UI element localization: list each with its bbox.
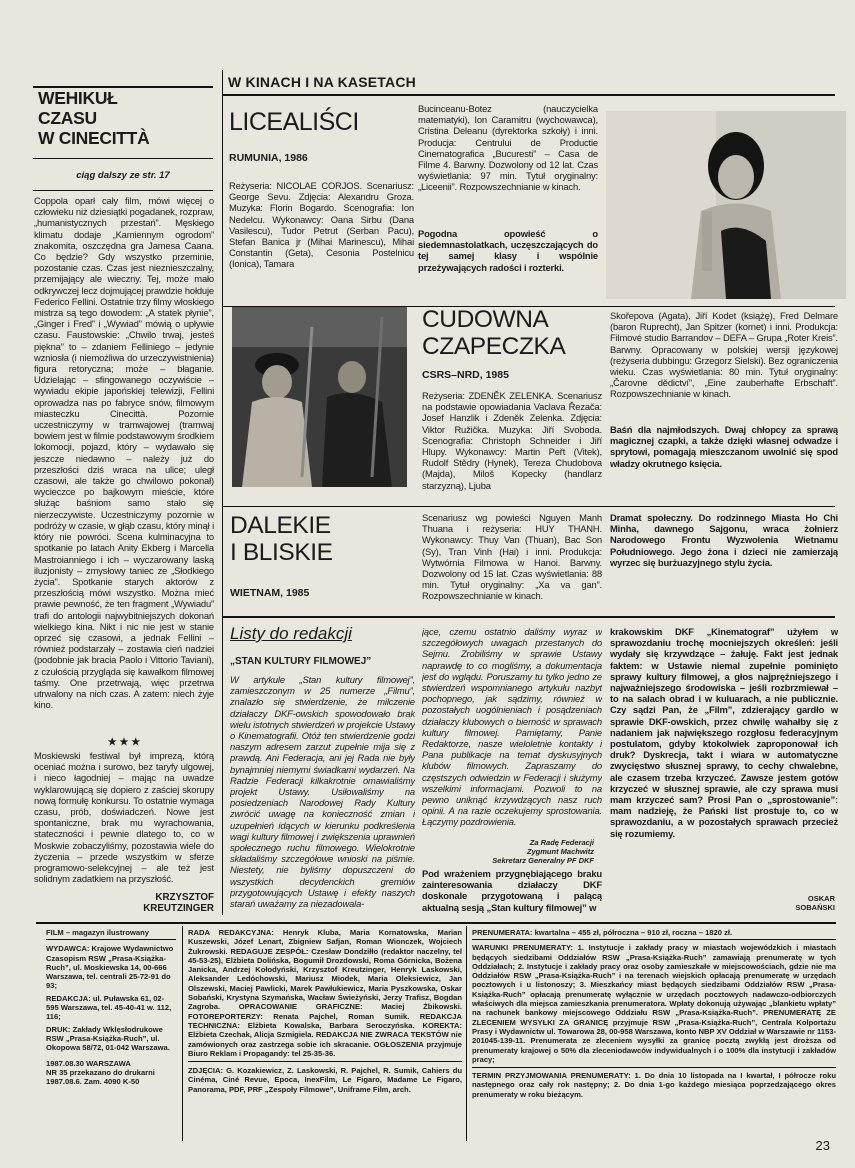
photo-cudowna-czapeczka — [232, 307, 407, 487]
review-body-dalekie: Scenariusz wg powieści Nguyen Manh Thuana i reżyseria: HUY THANH. Wykonawcy: Thuy Van (Thuan), Bac Son (Sy), Tran Vinh (Hai) i inni. Produkcja: Wytwórnia Filmowa w Hanoi. Barwny. Dozwolony od 15 lat. Czas wyświetlania: 88 min. Tytuł oryginalny: „Xa va gan”. Rozpowszechnianie w kinach. — [422, 512, 602, 602]
letter-title: „STAN KULTURY FILMOWEJ” — [230, 656, 372, 667]
review-body-cudowna-cont: Skořepova (Agata), Jiří Kodet (książę), Fred Delmare (baron Ruprecht), Jan Spitzer (kornet) i inni. Produkcja: Filmové studio Barrandov – DEFA – Grupa „Roter Kreis”. Barwny. Opracowany w polskiej wersji językowej (reżyseria dubbingu: Grzegorz Sielski). Bez ograniczenia wieku. Czas wyświetlania: 80 min. Tytuł oryginalny: „Čarovne dědictví”, „Eine zauberhafte Erbschaft”. Rozpowszechnianie w kinach. — [610, 310, 838, 400]
article-body-2: Moskiewski festiwal był imprezą, którą oceniać można i surowo, bez taryfy ulgowej, i nieco łagodniej – mając na uwadze wyklarowującą się dopiero z zaściej skorupy nową formułę konkursu. To ostatnie wymaga czasu, prób, doświadczeń. Nowe jest spontaniczne, brak mu wyrachowania, stateczności i pewnie dlatego to, co w Moskwie zobaczyliśmy, pozostawia wiele do życzenia – przede wszystkim w sferze programowo-selekcyjnej – ale też jest solidnym zadatkiem na przyszłość. — [34, 750, 214, 885]
reply-body: krakowskim DKF „Kinematograf” użyłem w sprawozdaniu trochę mocniejszych określeń: jeśli wydały się krzywdzące – żałuję. Fakt jest jednak faktem: w Ustawie niemal zupełnie pominięto sprawy kultury filmowej, a głos najprężniejszego i najważniejszego środowiska – jeśli rozbrzmiewał – to na salach obrad i w kuluarach, a nie publicznie. Czy sądzi Pan, że „Film”, zdzierający gardło w sprawie DKF-owskich, przez chwilę wahałby się z nadaniem jak największego rozgłosu federacyjnym postulatom, gdyby ktokolwiek zaproponował ich druk? Dyskrecja, takt i wiara w automatyczne zwycięstwo słusznej sprawy, to cechy chwalebne, ale czasem trzeba krzyczeć. Zawsze jestem gotów krzyczeć w słusznej sprawie, ale czy sprawa musi mam krzyczeć sam? Prosi Pan o „sprostowanie”: mam nadzieję, że Pański list prostuje to, co w sprawozdaniu, a w pozostałych sprawach przecież się rozumiemy. — [610, 626, 838, 839]
review-country-licealisci: RUMUNIA, 1986 — [229, 152, 308, 164]
letter-body-cont: jące, czemu ostatnio daliśmy wyraz w szczegółowych uwagach przestanych do Sejmu. Zrobiliśmy w sprawie Ustawy naprawdę to co mogliśmy, a dokumentacja jest do wglądu. Poruszamy tu tylko jedno ze stwierdzeń wspomnianego artykułu nazbyt pochopnego, jak sądzimy, również w pozostałych uogólnieniach i posądzeniach działaczy klubowych o bierność w sprawach kultury filmowej. Pamiętamy, Panie Redaktorze, nasze wieloletnie kontakty i Pana publikacje na temat dyskusyjnych klubów filmowych. Zapraszamy do częstszych odwiedzin w Federacji i służymy wszelkimi informacjami. Pozwoli to na pewno uniknąć krzywdzących nasz ruch opinii. A na razie oczekujemy sprostowania. Łączymy pozdrowienia. — [422, 626, 602, 828]
review-title-dalekie: DALEKIE I BLISKIE — [230, 512, 333, 566]
page-number: 23 — [815, 1138, 830, 1153]
letters-header: Listy do redakcji — [230, 624, 352, 643]
photo-licealisci — [606, 111, 846, 299]
article-title: WEHIKUŁ CZASU W CINECITTÀ — [38, 88, 150, 148]
review-lead-dalekie: Dramat społeczny. Do rodzinnego Miasta Ho Chi Minha, dawnego Sajgonu, wraca żołnierz Narodowego Frontu Wyzwolenia Wietnamu Południowego. Jego żona i dzieci nie zamierzają wyrzec się burżuazyjnego stylu życia. — [610, 512, 838, 568]
review-lead-licealisci: Pogodna opowieść o siedemnastolatkach, uczęszczających do tej samej klasy i wspólnie przeżywających radości i rozterki. — [418, 228, 598, 273]
letter-body: W artykule „Stan kultury filmowej”, zamieszczonym w 25 numerze „Filmu”, znalazło się stwierdzenie, że milczenie działaczy DKF-owskich spowodowało brak wielu istotnych stwierdzeń w projekcie Ustawy o Kinematografii. Otóż ten stwierdzenie godzi naszym adresem zarzut zupełnie mija się z prawdą. Ani Federacja, ani jej Rada nie były bynajmniej niemymi świadkami wydarzeń. Na Radzie Federacji kilkakrotnie omawialiśmy projekt Ustawy. Usiłowaliśmy na posiedzeniach Narodowej Rady Kultury zwrócić uwagę na konieczność zmian i uzupełnień idących w kierunku podkreślenia wagi kultury filmowej i zwiększenia uprawnień społecznego ruchu filmowego. Wielokrotnie składaliśmy szczegółowe wnioski na piśmie. Niestety, nie byliśmy dopuszczeni do wszystkich decydenckich gremiów przygotowujących Ustawę i efekty naszych starań uważamy za niezadowala- — [230, 674, 415, 910]
review-country-cudowna: CSRS–NRD, 1985 — [422, 369, 509, 381]
masthead: FILM – magazyn ilustrowany WYDAWCA: Krajowe Wydawnictwo Czasopism RSW „Prasa-Książka-Ruch”, ul. Moskiewska 14, 00-666 Warszawa, tel. centrali 25-72-91 do 93; REDAKCJA: ul. Puławska 61, 02-595 Warszawa, tel. 45-40-41 w. 112, 116; DRUK: Zakłady Wklęsłodrukowe RSW „Prasa-Książka-Ruch”, ul. Okopowa 58/72, 01-042 Warszawa. 1987.08.30 WARSZAWA NR 35 przekazano do drukarni 1987.08.6. Zam. 4090 K-50 — [46, 928, 176, 1086]
review-country-dalekie: WIETNAM, 1985 — [230, 587, 310, 599]
review-body-cudowna: Reżyseria: ZDENĚK ZELENKA. Scenariusz na podstawie opowiadania Vaclava Řezača: Josef Hanzlik i Zdeněk Zelenka. Zdjęcia: Viktor Ružička. Muzyka: Jiří Svoboda. Scenografia: Christoph Schneider i Jiří Hlupy. Wykonawcy: Martin Peřt (Vitek), Rudolf Stědry (Hynek), Tereza Chudobova (Majda), Miloš Kopecky (handlarz starzyzną), Ljuba — [422, 390, 602, 491]
section-stars: ★ ★ ★ — [107, 737, 141, 748]
reply-author: OSKAR SOBAŃSKI — [795, 894, 835, 912]
subscription-info: PRENUMERATA: kwartalna – 455 zł, półroczna – 910 zł, roczna – 1820 zł. WARUNKI PRENUMERATY: 1. Instytucje i zakłady pracy w miastach wojewódzkich i miastach będących siedzibami Oddziałów RSW „Prasa-Książka-Ruch” zamawiają prenumeratę w tych Oddziałach; 2. Instytucje i zakłady pracy oraz osoby zamieszkałe w miejscowościach, gdzie nie ma Oddziałów RSW „Prasa-Książka-Ruch” i na terenach wiejskich opłacają prenumeratę w urzędach pocztowych i u listonoszy; 3. Mieszkańcy miast będących siedzibami Oddziałów RSW „Prasa-Książka-Ruch” opłacają prenumeratę wyłącznie w urzędach pocztowych nadawczo-odbiorczych właściwych dla miejsca zamieszkania prenumeratora. Wpłaty dokonują używając „blankietu wpłaty” na rachunek bankowy miejscowego Oddziału RSW „Prasa-Książka-Ruch”. PRENUMERATĘ ZE ZLECENIEM WYSYŁKI ZA GRANICĘ przyjmuje RSW „Prasa-Książka-Ruch”, Centrala Kolportażu Prasy i Wydawnictw ul. Towarowa 28, 00-958 Warszawa, konto NBP XV Oddział w Warszawie nr 1153-201045-139-11. Prenumerata ze zleceniem wysyłki za granicę pocztą zwykłą jest droższa od prenumeraty krajowej o 50% dla zleceniodawców indywidualnych i o 100% dla instytucji i zakładów pracy; TERMIN PRZYJMOWANIA PRENUMERATY: 1. Do dnia 10 listopada na I kwartał, I półrocze roku następnego oraz cały rok następny; 2. Do dnia 1-go każdego miesiąca poprzedzającego okres prenumeraty w roku bieżącym. — [472, 928, 836, 1099]
continued-note: ciąg dalszy ze str. 17 — [76, 170, 170, 181]
review-title-licealisci: LICEALIŚCI — [229, 108, 359, 136]
article-author: KRZYSZTOF KREUTZINGER — [143, 892, 214, 914]
review-body-licealisci-cont: Bucinceanu-Botez (nauczycielka matematyki), Ion Caramitru (wychowawca), Cristina Deleanu (dyrektorka szkoły) i inni. Producja: Centrului de Productie Cinematografica „Bucuresti” – Casa de Filme 4. Barwny. Dozwolony od 12 lat. Czas wyświetlania: 97 min. Tytuł oryginalny: „Liceenii”. Rozpowszechnianie w kinach. — [418, 103, 598, 193]
editorial-board: RADA REDAKCYJNA: Henryk Kluba, Maria Kornatowska, Marian Kuszewski, Józef Lenart, Zbigniew Safjan, Roman Wionczek, Wojciech Żukrowski. REDAGUJE ZESPÓŁ: Czesław Dondziłło (redaktor naczelny, tel 45-53-25), Elżbieta Dolińska, Bogumił Drozdowski, Roma Górnicka, Bożena Janicka, Andrzej Kołodyński, Krzysztof Kreutzinger, Henryk Laskowski, Aleksander Ledóchowski, Mariusz Miodek, Maria Oleksiewicz, Jan Olszewski, Maciej Pawlicki, Marek Pawłukiewicz, Maria Pyszkowska, Oskar Sobański, Krystyna Szymańska, Wacław Świeżyński, Jerzy Trafisz, Bogdan Zagroba. OPRACOWANIE GRAFICZNE: Maciej Żbikowski. FOTOREPORTERZY: Renata Pajchel, Roman Sumik. REDAKCJA TECHNICZNA: Elżbieta Kowalska, Barbara Seroczyńska. KOREKTA: Elżbieta Czechak, Alicja Szmigiela. REDAKCJA NIE ZWRACA TEKSTÓW nie zamówionych oraz zastrzega sobie ich skracanie. OGŁOSZENIA przyjmuje Biuro Reklam i Propagandy: tel 25-35-36. ZDJĘCIA: G. Kozakiewicz, Z. Laskowski, R. Pajchel, R. Sumik, Cahiers du Cinéma, Ciné Revue, Epoca, InexFilm, Le Figaro, Madame Le Figaro, Panorama, PDF, PRF „Zespoły Filmowe”, Uniframe Film, arch. — [188, 928, 462, 1094]
section-header: W KINACH I NA KASETACH — [228, 74, 416, 90]
review-lead-cudowna: Baśń dla najmłodszych. Dwaj chłopcy za sprawą magicznej czapki, a także dzięki własnej odwadze i sprytowi, pomagają mieszczanom uwolnić się spod władzy okrutnego księcia. — [610, 424, 838, 469]
reply-lead: Pod wrażeniem przygnębiającego braku zainteresowania działaczy DKF doskonale przygotowaną i palącą aktualną sesją „Stan kultury filmowej” w — [422, 868, 602, 913]
article-body: Coppola oparł cały film, mówi więcej o człowieku niż dziesiątki pogadanek, rozpraw, „humanistycznych przestań”. Męskiego klimatu dodaje „Kamiennym ogrodom” znakomita, oszczędna gra Jamesa Caana. Co będzie? Gdy wszystko przeminie, pozostanie czas. Czas jest nieznieszczalny, przemijający ale wieczny. Tej, może mało odkrywczej lecz dojmującej prawdzie hołduje Federico Fellini. Ostatnie trzy filmy włoskiego mistrza są tego dowodem: „A statek płynie”, „Ginger i Fred” i „Wywiad” mówią o upływie czasu. Faustowskie: „Chwilo trwaj, jesteś piękna” to – zdaniem Felliniego – jedynie wzniosła (i niemożliwa do urzeczywistnienia) figura retoryczna; może – błaganie. Udzielając – sfingowanego oczywiście – wywiadu ekipie japońskiej telewizji, Fellini oprowadza nas po fabryce snów, filmowym miasteczku Cinecittà. Pozornie uczestniczymy w tramwajowej (tramwaj bowiem jest w filmie podstawowym środkiem lokomocji, pojazd, który – wydawało się jeszcze niedawno – należy już do przeszłości dziś wraca na ulice; uległ czasowi, ale także go chwilowo pokonał) wycieczce po bajkowym mieście, które służąc baśniom samo stało się nierzeczywiste. Uczestniczymy pozornie w podróży w czasie, w głąb czasu, który minął i który nie powróci. Scena kulminacyjna to spotkanie po latach Anity Ekberg i Marcella Mastroianniego i ich – wyczarowany laską iluzjonisty – zmysłowy taniec ze „Słodkiego życia”. Spotkanie starych aktorów z przeszłością mówi wszystko. Można mieć prawie pewność, że ten fragment „Wywiadu” trafi do antologii najwybitniejszych dokonań wielkiego kina. Nikt i nic nie jest w stanie oprzeć się czasowi, a jednak Fellini – również podstarzały – zostawia cień nadziei (podobnie jak bracia Paolo i Vittorio Taviani), z czułością przygląda się kawałkom filmowej taśmy. One przetrwają, więc przetrwa utrwalony na nich czas. A zatem: niech żyje kino. — [34, 195, 214, 711]
letter-signature: Za Radę Federacji Zygmunt Machwitz Sekretarz Generalny PF DKF — [492, 838, 594, 865]
review-body-licealisci: Reżyseria: NICOLAE CORJOS. Scenariusz: George Sevu. Zdjęcia: Alexandru Groza. Muzyka: Florin Bogardo. Scenografia: Ion Nedelcu. Wykonawcy: Oana Sirbu (Dana Vasilescu), Tudor Petrut (Serban Pacu), Stefan Banica jr (Mihai Marinescu), Mihai Constantin (Geta), Cesonia Postelnicu (Ionica), Tamara — [229, 180, 414, 270]
review-title-cudowna: CUDOWNA CZAPECZKA — [422, 306, 566, 360]
